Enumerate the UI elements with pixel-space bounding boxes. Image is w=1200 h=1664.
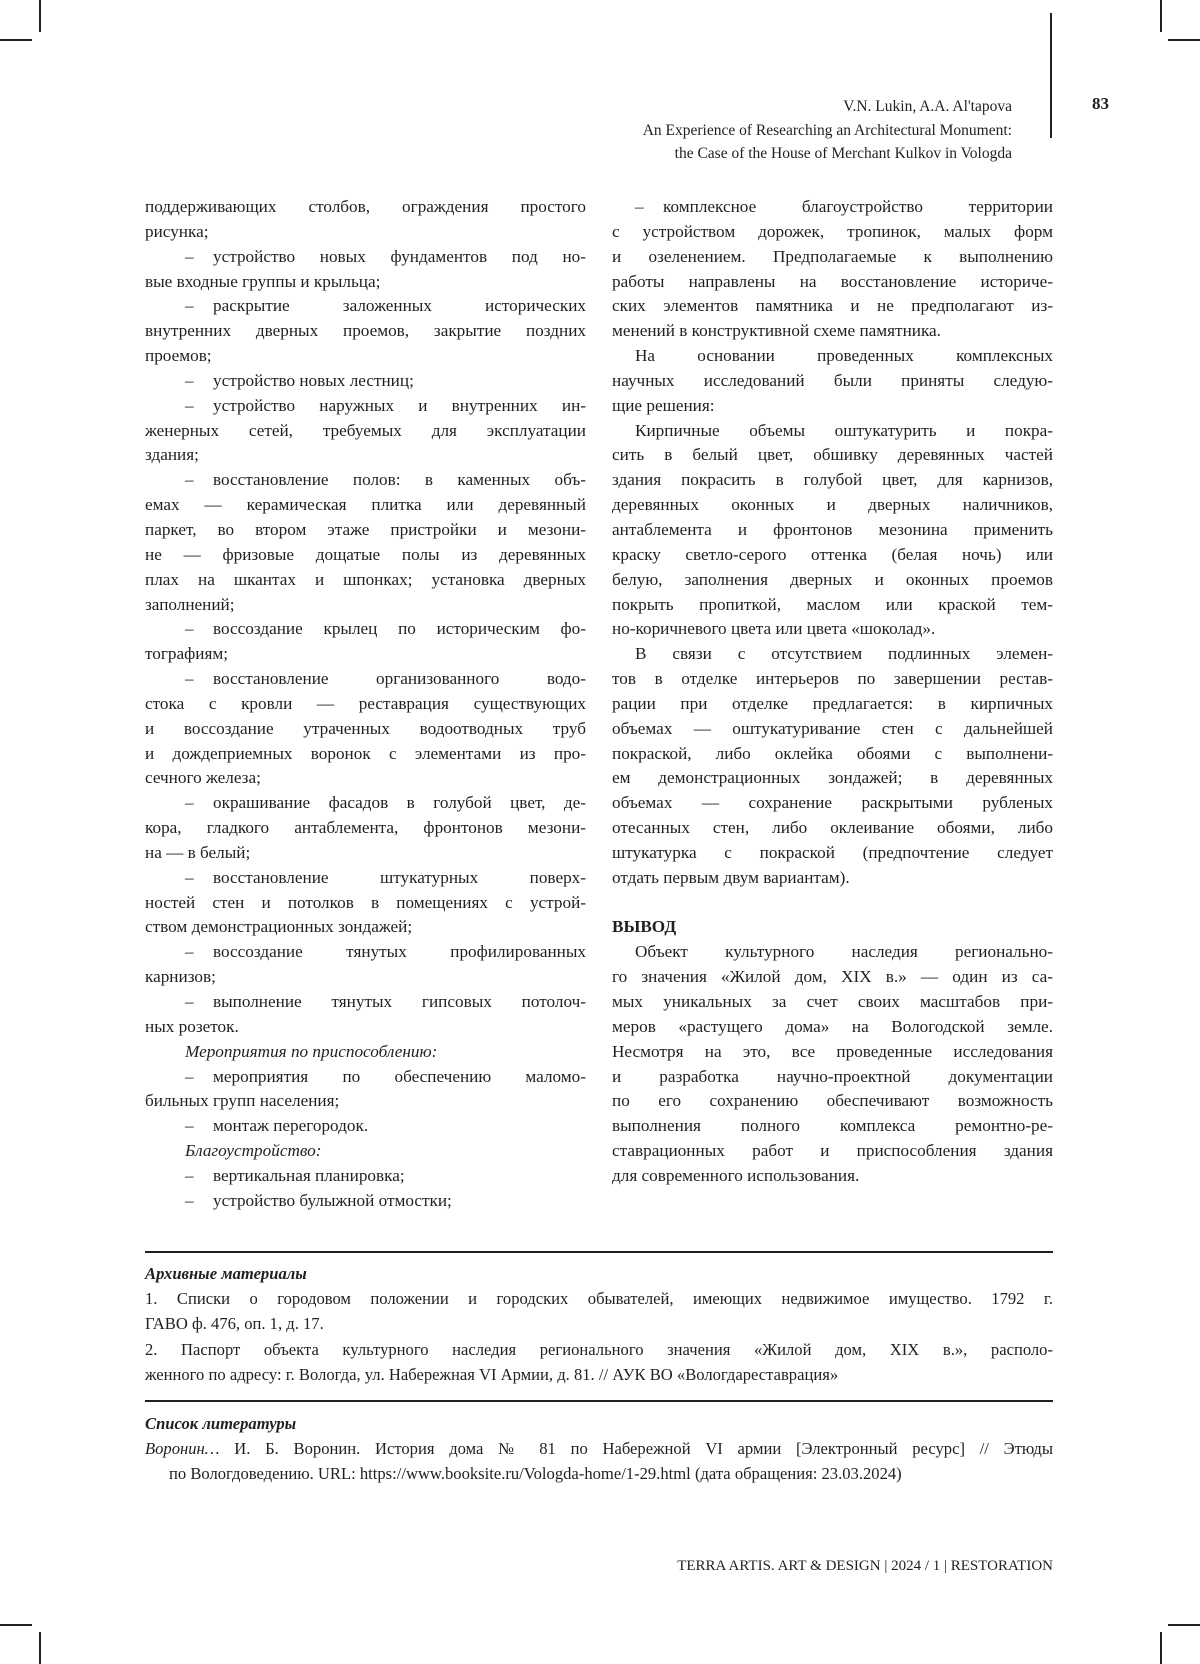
line-text: женерных сетей, требуемых для эксплуатации [145, 421, 586, 440]
crop-mark [1160, 1632, 1162, 1664]
line-text: объемах — сохранение раскрытыми рубленых [612, 793, 1053, 812]
text-line [612, 816, 1053, 841]
list-item [145, 940, 586, 990]
line-text: по его сохранению обеспечивают возможность [612, 1091, 1053, 1110]
crop-mark [0, 39, 32, 41]
archive-entry [145, 1286, 1053, 1337]
line-text: Кирпичные объемы оштукатурить и покра- [635, 421, 1053, 440]
line-text: восстановление штукатурных поверх- [213, 868, 586, 887]
line-text: Мероприятия по приспособлению: [185, 1042, 437, 1061]
archives-title: Архивные материалы [145, 1261, 1053, 1286]
text-line [145, 965, 586, 990]
line-text: го значения «Жилой дом, XIX в.» — один из са- [612, 967, 1053, 986]
text-line [145, 692, 586, 717]
list-item [145, 1065, 586, 1115]
text-line [145, 742, 586, 767]
line-text: тографиям; [145, 644, 228, 663]
line-text: антаблемента и фронтонов мезонина применить [612, 520, 1053, 539]
text-line [612, 965, 1053, 990]
line-text: ВЫВОД [612, 917, 676, 936]
text-line [612, 791, 1053, 816]
paragraph [612, 891, 1053, 916]
crop-mark [1168, 39, 1200, 41]
line-text: паркет, во втором этаже пристройки и мезони- [145, 520, 586, 539]
line-text: бильных групп населения; [145, 1091, 339, 1110]
list-item [145, 1164, 586, 1189]
line-text: выполнения полного комплекса ремонтно-ре- [612, 1116, 1053, 1135]
text-line [145, 1436, 1053, 1461]
line-text: раскрытие заложенных исторических [213, 296, 586, 315]
line-text: воссоздание крылец по историческим фо- [213, 619, 586, 638]
paragraph [612, 344, 1053, 419]
text-line [612, 468, 1053, 493]
paragraph [145, 1139, 586, 1164]
line-text: ставрационных работ и приспособления здания [612, 1141, 1053, 1160]
text-line [145, 468, 586, 493]
line-text: 2. Паспорт объекта культурного наследия регионального значения «Жилой дом, XIX в.», располо- [145, 1340, 1053, 1359]
list-item [145, 667, 586, 791]
text-line [145, 1286, 1053, 1311]
line-text: емах — керамическая плитка или деревянный [145, 495, 586, 514]
text-line [145, 1461, 1053, 1486]
line-text: кора, гладкого антаблемента, фронтонов мезони- [145, 818, 586, 837]
text-line [145, 543, 586, 568]
list-dash: – [185, 791, 213, 816]
text-line [612, 493, 1053, 518]
text-line [145, 866, 586, 891]
text-line [145, 294, 586, 319]
left-column [145, 195, 586, 1214]
line-text: меров «растущего дома» на Вологодской земле. [612, 1017, 1053, 1036]
list-dash: – [185, 667, 213, 692]
text-line [145, 1015, 586, 1040]
line-text: для современного использования. [612, 1166, 859, 1185]
text-line [612, 270, 1053, 295]
line-text: белую, заполнения дверных и оконных проемов [612, 570, 1053, 589]
text-line [612, 518, 1053, 543]
text-line [612, 319, 1053, 344]
text-line [145, 220, 586, 245]
text-line [145, 493, 586, 518]
list-item [145, 394, 586, 469]
line-text: отесанных стен, либо оклеивание обоями, либо [612, 818, 1053, 837]
line-text: на — в белый; [145, 843, 250, 862]
crop-mark [1168, 1624, 1200, 1626]
crop-mark [39, 0, 41, 32]
text-line [145, 369, 586, 394]
text-line [612, 220, 1053, 245]
text-line [612, 543, 1053, 568]
list-dash: – [185, 1114, 213, 1139]
reference-entry [145, 1436, 1053, 1487]
text-line [145, 518, 586, 543]
line-text: и воссоздание утраченных водоотводных труб [145, 719, 586, 738]
list-item [145, 1189, 586, 1214]
list-item [145, 990, 586, 1040]
list-dash: – [185, 990, 213, 1015]
text-line [145, 344, 586, 369]
line-text: окрашивание фасадов в голубой цвет, де- [213, 793, 586, 812]
text-line [145, 891, 586, 916]
line-text: штукатурка с покраской (предпочтение следует [612, 843, 1053, 862]
text-line [145, 195, 586, 220]
list-dash: – [185, 245, 213, 270]
line-text: деревянных оконных и дверных наличников, [612, 495, 1053, 514]
text-line [145, 245, 586, 270]
text-line [612, 294, 1053, 319]
text-line [612, 717, 1053, 742]
list-dash: – [635, 195, 663, 220]
line-text: сечного железа; [145, 768, 261, 787]
line-text: В связи с отсутствием подлинных элемен- [635, 644, 1053, 663]
text-line [145, 642, 586, 667]
text-line [612, 915, 1053, 940]
text-line [145, 419, 586, 444]
crop-mark [0, 1624, 32, 1626]
list-item [145, 369, 586, 394]
line-text: комплексное благоустройство территории [663, 197, 1053, 216]
line-text: карнизов; [145, 967, 216, 986]
text-line [145, 816, 586, 841]
line-text: работы направлены на восстановление историче- [612, 272, 1053, 291]
line-text: здания; [145, 445, 199, 464]
text-line [612, 593, 1053, 618]
paragraph [612, 940, 1053, 1188]
line-text: восстановление полов: в каменных объ- [213, 470, 586, 489]
archives-section [145, 1261, 1053, 1388]
text-line [612, 394, 1053, 419]
line-text: На основании проведенных комплексных [635, 346, 1053, 365]
text-line [145, 568, 586, 593]
list-item [145, 1114, 586, 1139]
text-line [145, 915, 586, 940]
section-heading [612, 915, 1053, 940]
line-text: по Вологдоведению. URL: https://www.booksite.ru/Vologda-home/1-29.html (дата обращения: 23.03.2024) [169, 1464, 902, 1483]
line-text: сить в белый цвет, обшивку деревянных частей [612, 445, 1053, 464]
line-text: монтаж перегородок. [213, 1116, 368, 1135]
text-line [612, 245, 1053, 270]
text-line [145, 593, 586, 618]
text-line [612, 1114, 1053, 1139]
paragraph [612, 642, 1053, 890]
line-text: воссоздание тянутых профилированных [213, 942, 586, 961]
text-line [612, 419, 1053, 444]
text-line [612, 344, 1053, 369]
running-header-authors: V.N. Lukin, A.A. Al'tapova [843, 95, 1012, 119]
text-line [145, 270, 586, 295]
text-line [612, 369, 1053, 394]
line-text: внутренних дверных проемов, закрытие поздних [145, 321, 586, 340]
archive-entry [145, 1337, 1053, 1388]
text-line [612, 841, 1053, 866]
paragraph [612, 419, 1053, 643]
line-text: устройство новых лестниц; [213, 371, 414, 390]
paragraph [145, 195, 586, 245]
line-text: но-коричневого цвета или цвета «шоколад». [612, 619, 935, 638]
line-text: рации при отделке предлагается: в кирпичных [612, 694, 1053, 713]
text-line [145, 319, 586, 344]
list-dash: – [185, 468, 213, 493]
section-rule [145, 1251, 1053, 1253]
line-text: не — фризовые дощатые полы из деревянных [145, 545, 586, 564]
references-section [145, 1411, 1053, 1487]
line-text: восстановление организованного водо- [213, 669, 586, 688]
text-line [612, 1040, 1053, 1065]
crop-mark [1160, 0, 1162, 32]
text-line [145, 1089, 586, 1114]
text-line [145, 791, 586, 816]
list-dash: – [185, 866, 213, 891]
text-line [145, 1164, 586, 1189]
text-line [145, 617, 586, 642]
line-text: И. Б. Воронин. История дома № 81 по Набережной VI армии [Электронный ресурс] // Этюды [220, 1439, 1053, 1458]
line-text: Объект культурного наследия регионально- [635, 942, 1053, 961]
line-text: вые входные группы и крыльца; [145, 272, 380, 291]
list-item [145, 294, 586, 369]
text-line [612, 1164, 1053, 1189]
text-line [612, 1089, 1053, 1114]
reference-key: Воронин… [145, 1439, 220, 1458]
text-line [145, 766, 586, 791]
list-dash: – [185, 1164, 213, 1189]
text-line [145, 1139, 586, 1164]
line-text: здания покрасить в голубой цвет, для карнизов, [612, 470, 1053, 489]
list-dash: – [185, 1189, 213, 1214]
text-line [145, 1065, 586, 1090]
line-text: мых уникальных за счет своих масштабов при- [612, 992, 1053, 1011]
text-line [612, 1139, 1053, 1164]
page-number: 83 [1092, 94, 1109, 114]
line-text: и разработка научно-проектной документации [612, 1067, 1053, 1086]
line-text: проемов; [145, 346, 212, 365]
line-text: Несмотря на это, все проведенные исследования [612, 1042, 1053, 1061]
line-text: Благоустройство: [185, 1141, 321, 1160]
text-line [612, 891, 1053, 916]
line-text: выполнение тянутых гипсовых потолоч- [213, 992, 586, 1011]
text-line [145, 717, 586, 742]
text-line [612, 866, 1053, 891]
section-rule [145, 1400, 1053, 1402]
line-text: устройство наружных и внутренних ин- [213, 396, 586, 415]
list-dash: – [185, 294, 213, 319]
list-dash: – [185, 940, 213, 965]
line-text: и озеленением. Предполагаемые к выполнению [612, 247, 1053, 266]
line-text: вертикальная планировка; [213, 1166, 405, 1185]
text-line [612, 667, 1053, 692]
text-line [612, 742, 1053, 767]
paragraph [145, 1040, 586, 1065]
list-item [145, 617, 586, 667]
line-text: менений в конструктивной схеме памятника. [612, 321, 941, 340]
text-line [612, 642, 1053, 667]
text-line [612, 1065, 1053, 1090]
line-text: мероприятия по обеспечению маломо- [213, 1067, 586, 1086]
line-text: устройство булыжной отмостки; [213, 1191, 452, 1210]
line-text: и дождеприемных воронок с элементами из про- [145, 744, 586, 763]
text-line [612, 617, 1053, 642]
text-line [612, 568, 1053, 593]
line-text: поддерживающих столбов, ограждения простого [145, 197, 586, 216]
text-line [612, 1015, 1053, 1040]
text-line [145, 443, 586, 468]
line-text: краску светло-серого оттенка (белая ночь) или [612, 545, 1053, 564]
text-line [612, 990, 1053, 1015]
list-dash: – [185, 1065, 213, 1090]
text-line [145, 1040, 586, 1065]
line-text: отдать первым двум вариантам). [612, 868, 850, 887]
line-text: с устройством дорожек, тропинок, малых форм [612, 222, 1053, 241]
text-line [145, 990, 586, 1015]
text-line [145, 667, 586, 692]
text-line [145, 1311, 1053, 1336]
text-line [145, 1362, 1053, 1387]
line-text: ностей стен и потолков в помещениях с устрой- [145, 893, 586, 912]
list-item [145, 245, 586, 295]
line-text: 1. Списки о городовом положении и городских обывателей, имеющих недвижимое имущество. 1792 г. [145, 1289, 1053, 1308]
text-line [612, 766, 1053, 791]
list-item [145, 791, 586, 866]
text-line [145, 940, 586, 965]
line-text: объемах — оштукатуривание стен с дальнейшей [612, 719, 1053, 738]
crop-mark [39, 1632, 41, 1664]
running-header-title-2: the Case of the House of Merchant Kulkov in Vologda [675, 142, 1012, 166]
line-text: ских элементов памятника и не предполагают из- [612, 296, 1053, 315]
text-line [145, 394, 586, 419]
line-text: заполнений; [145, 595, 235, 614]
list-dash: – [185, 617, 213, 642]
text-line [145, 1189, 586, 1214]
line-text: ГАВО ф. 476, оп. 1, д. 17. [145, 1314, 324, 1333]
list-item [612, 195, 1053, 344]
text-line [145, 1337, 1053, 1362]
right-column [612, 195, 1053, 1189]
line-text: женного по адресу: г. Вологда, ул. Набережная VI Армии, д. 81. // АУК ВО «Вологдареставрация» [145, 1365, 838, 1384]
list-dash: – [185, 369, 213, 394]
line-text: щие решения: [612, 396, 715, 415]
line-text: ством демонстрационных зондажей; [145, 917, 412, 936]
line-text: устройство новых фундаментов под но- [213, 247, 586, 266]
line-text: рисунка; [145, 222, 208, 241]
header-divider [1050, 13, 1052, 138]
journal-footer: TERRA ARTIS. ART & DESIGN | 2024 / 1 | RESTORATION [677, 1558, 1053, 1575]
text-line [612, 940, 1053, 965]
line-text: плах на шкантах и шпонках; установка дверных [145, 570, 586, 589]
list-item [145, 468, 586, 617]
line-text: тов в отделке интерьеров по завершении рестав- [612, 669, 1053, 688]
line-text: покраской, либо оклейка обоями с выполнени- [612, 744, 1053, 763]
line-text: ных розеток. [145, 1017, 239, 1036]
text-line [145, 1114, 586, 1139]
references-title: Список литературы [145, 1411, 1053, 1436]
text-line [612, 195, 1053, 220]
text-line [612, 692, 1053, 717]
list-item [145, 866, 586, 941]
line-text: покрыть пропиткой, маслом или краской тем- [612, 595, 1053, 614]
line-text: ем демонстрационных зондажей; в деревянных [612, 768, 1053, 787]
running-header-title-1: An Experience of Researching an Architectural Monument: [643, 119, 1012, 143]
line-text: научных исследований были приняты следую- [612, 371, 1053, 390]
list-dash: – [185, 394, 213, 419]
line-text: стока с кровли — реставрация существующих [145, 694, 586, 713]
text-line [612, 443, 1053, 468]
text-line [145, 841, 586, 866]
